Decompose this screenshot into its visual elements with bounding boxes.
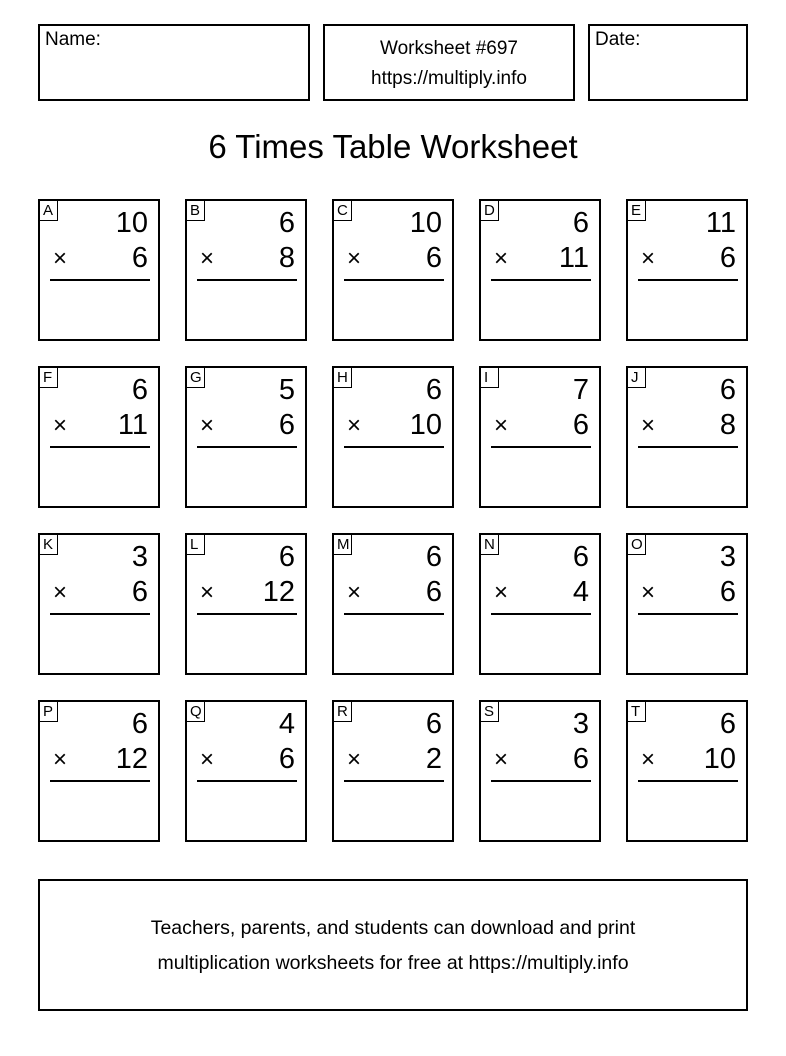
problem-letter: L [186,534,205,555]
multiplier: 8 [278,242,295,274]
answer-line [197,780,297,782]
multiplier: 6 [131,242,148,274]
problem-letter: J [627,367,646,388]
multiplicand: 6 [131,374,148,406]
times-sign: × [641,746,656,773]
answer-line [491,780,591,782]
problem-letter: I [480,367,499,388]
multiplicand: 4 [278,708,295,740]
multiplicand: 3 [131,541,148,573]
answer-line [344,780,444,782]
problem-letter: O [627,534,646,555]
page-title: 6 Times Table Worksheet [208,128,578,165]
name-label: Name: [45,29,101,50]
problem-card[interactable] [332,366,454,508]
problem-letter: M [333,534,352,555]
times-sign: × [53,579,68,606]
multiplier: 2 [425,743,442,775]
multiplier: 10 [703,743,736,775]
problem-card[interactable] [626,366,748,508]
problem-letter: Q [186,701,205,722]
answer-line [50,446,150,448]
answer-line [638,780,738,782]
multiplicand: 6 [572,541,589,573]
multiplicand: 3 [719,541,736,573]
problem-card[interactable] [185,366,307,508]
multiplicand: 6 [278,541,295,573]
problem-card[interactable] [479,533,601,675]
answer-line [491,446,591,448]
footer-line-2: multiplication worksheets for free at https://multiply.info [157,952,629,974]
problem-card[interactable] [185,700,307,842]
answer-line [50,279,150,281]
multiplicand: 6 [719,708,736,740]
answer-line [638,613,738,615]
date-field-box[interactable] [588,24,748,101]
problem-card[interactable] [626,199,748,341]
problem-letter: A [39,200,58,221]
answer-line [50,613,150,615]
multiplier: 6 [425,576,442,608]
multiplier: 10 [409,409,442,441]
worksheet-info-box [323,24,575,101]
name-field-box[interactable] [38,24,310,101]
multiplicand: 6 [131,708,148,740]
problem-letter: F [39,367,58,388]
multiplier: 6 [572,743,589,775]
problem-card[interactable] [332,533,454,675]
answer-line [491,279,591,281]
multiplier: 6 [278,743,295,775]
times-sign: × [53,746,68,773]
problem-letter: B [186,200,205,221]
times-sign: × [641,245,656,272]
multiplier: 6 [572,409,589,441]
times-sign: × [494,579,509,606]
times-sign: × [200,412,215,439]
answer-line [344,279,444,281]
problem-card[interactable] [185,199,307,341]
problem-card[interactable] [38,199,160,341]
problem-letter: E [627,200,646,221]
problem-card[interactable] [332,700,454,842]
problem-letter: H [333,367,352,388]
problem-card[interactable] [38,533,160,675]
multiplicand: 5 [278,374,295,406]
problem-letter: S [480,701,499,722]
multiplicand: 10 [115,207,148,239]
times-sign: × [53,245,68,272]
problem-card[interactable] [479,199,601,341]
problem-card[interactable] [38,700,160,842]
times-sign: × [347,412,362,439]
multiplicand: 6 [278,207,295,239]
multiplier: 6 [425,242,442,274]
multiplier: 6 [719,242,736,274]
multiplicand: 6 [425,374,442,406]
multiplier: 8 [719,409,736,441]
problem-card[interactable] [38,366,160,508]
problem-card[interactable] [626,533,748,675]
problem-card[interactable] [332,199,454,341]
problem-letter: T [627,701,646,722]
multiplicand: 3 [572,708,589,740]
date-label: Date: [595,29,641,50]
times-sign: × [494,245,509,272]
answer-line [344,446,444,448]
footer-line-1: Teachers, parents, and students can download and print [150,917,636,939]
times-sign: × [641,579,656,606]
times-sign: × [200,245,215,272]
problem-letter: N [480,534,499,555]
multiplier: 6 [131,576,148,608]
multiplier: 4 [572,576,589,608]
times-sign: × [53,412,68,439]
multiplier: 6 [278,409,295,441]
problem-letter: C [333,200,352,221]
answer-line [50,780,150,782]
times-sign: × [347,245,362,272]
times-sign: × [200,746,215,773]
problem-letter: D [480,200,499,221]
problem-letter: R [333,701,352,722]
multiplier: 11 [558,242,589,274]
multiplicand: 6 [425,708,442,740]
multiplicand: 6 [425,541,442,573]
problem-card[interactable] [185,533,307,675]
multiplier: 12 [262,576,295,608]
problem-letter: G [186,367,205,388]
times-sign: × [347,746,362,773]
multiplicand: 6 [572,207,589,239]
problem-card[interactable] [479,366,601,508]
footer-box [38,879,748,1011]
multiplier: 6 [719,576,736,608]
multiplicand: 7 [572,374,589,406]
times-sign: × [200,579,215,606]
multiplier: 11 [117,409,148,441]
multiplier: 12 [115,743,148,775]
problem-card[interactable] [626,700,748,842]
worksheet-number: Worksheet #697 [379,38,518,59]
worksheet-url: https://multiply.info [371,68,527,89]
times-sign: × [347,579,362,606]
times-sign: × [641,412,656,439]
problem-letter: K [39,534,58,555]
answer-line [197,613,297,615]
times-sign: × [494,746,509,773]
answer-line [197,279,297,281]
problem-card[interactable] [479,700,601,842]
answer-line [491,613,591,615]
problem-letter: P [39,701,58,722]
answer-line [638,279,738,281]
times-sign: × [494,412,509,439]
multiplicand: 11 [705,207,736,239]
multiplicand: 10 [409,207,442,239]
answer-line [638,446,738,448]
answer-line [344,613,444,615]
answer-line [197,446,297,448]
multiplicand: 6 [719,374,736,406]
